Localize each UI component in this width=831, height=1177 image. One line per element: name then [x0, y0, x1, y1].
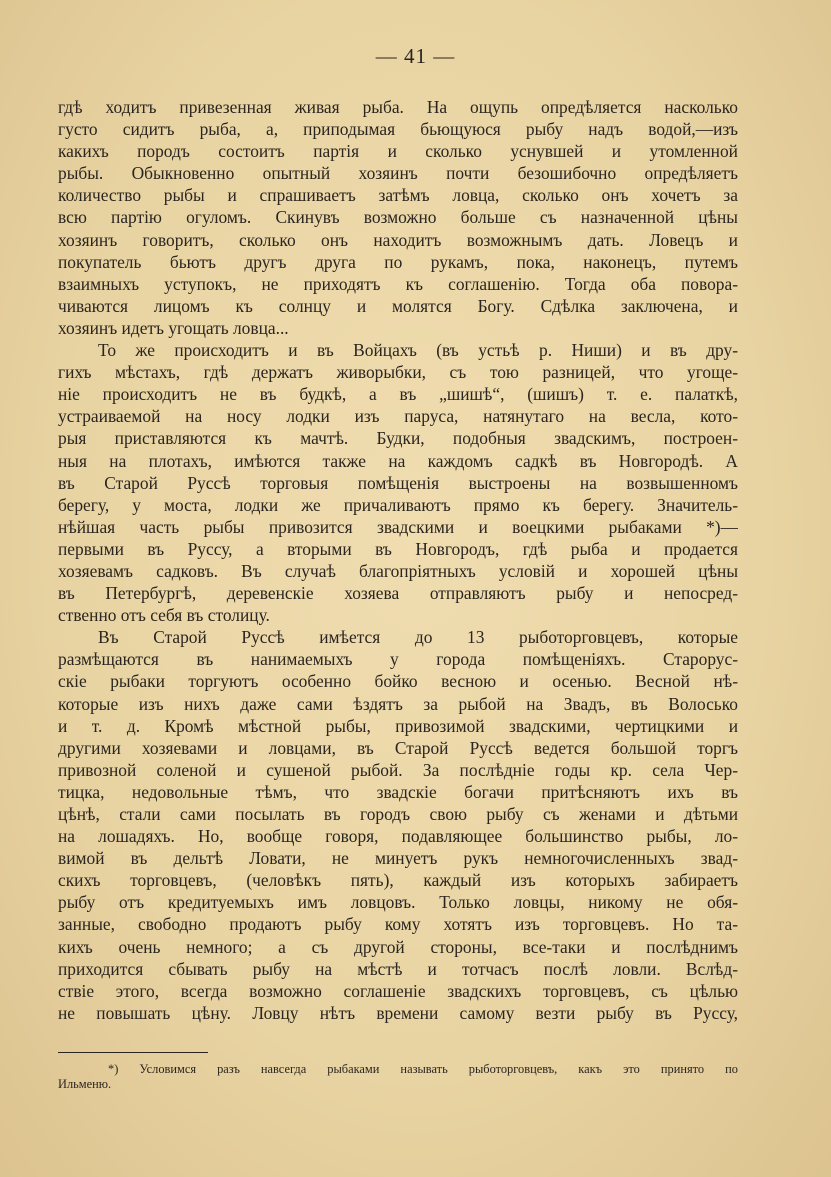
text-line: и т. д. Кромѣ мѣстной рыбы, привозимой звадскими, чертицкими и [58, 715, 738, 736]
text-line: ственно отъ себя въ столицу. [58, 605, 270, 626]
text-line: гдѣ ходитъ привезенная живая рыба. На ощупь опредѣляется насколько [58, 97, 738, 117]
page-number: — 41 — [375, 44, 456, 68]
text-line: не повышать цѣну. Ловцу нѣтъ времени самому везти рыбу въ Руссу, [58, 1002, 738, 1023]
text-line: въ Петербургѣ, деревенскіе хозяева отправляютъ рыбу и непосред- [58, 583, 738, 604]
text-line: чиваются лицомъ къ солнцу и молятся Богу. Сдѣлка заключена, и [58, 295, 738, 316]
text-line: взаимныхъ уступокъ, не приходятъ къ соглашенію. Тогда оба повора- [58, 273, 738, 294]
text-line: скіе рыбаки торгуютъ особенно бойко весною и осенью. Весной нѣ- [58, 671, 738, 692]
text-line: нѣйшая часть рыбы привозится звадскими и воецкими рыбаками *)— [58, 516, 738, 537]
text-line: покупатель бьютъ другъ друга по рукамъ, пока, наконецъ, путемъ [58, 251, 738, 272]
text-line: привозной соленой и сушеной рыбой. За послѣдніе годы кр. села Чер- [58, 759, 738, 780]
body-text [58, 96, 738, 1024]
text-line: ныя на плотахъ, имѣются также на каждомъ садкѣ въ Новгородѣ. А [58, 450, 738, 471]
text-line: берегу, у моста, лодки же причаливаютъ прямо къ берегу. Значитель- [58, 494, 738, 515]
text-line: въ Старой Руссѣ торговыя помѣщенія выстроены на возвышенномъ [58, 472, 738, 493]
text-line: занные, свободно продаютъ рыбу кому хотятъ изъ торговцевъ. Но та- [58, 914, 738, 935]
text-line: ствіе этого, всегда возможно соглашеніе звадскихъ торговцевъ, съ цѣлью [58, 980, 738, 1001]
text-line: ніе происходитъ не въ будкѣ, а въ „шишѣ“, (шишъ) т. е. палаткѣ, [58, 384, 738, 405]
footnote-rule [58, 1052, 208, 1053]
text-line: какихъ породъ состоитъ партія и сколько уснувшей и утомленной [58, 141, 738, 162]
text-line: скихъ торговцевъ, (человѣкъ пять), каждый изъ которыхъ забираетъ [58, 870, 738, 891]
text-line: хозяевамъ садковъ. Въ случаѣ благопріятныхъ условій и хорошей цѣны [58, 560, 738, 581]
footnote [58, 1062, 738, 1092]
text-line: кихъ очень немного; а съ другой стороны, все-таки и послѣднимъ [58, 936, 738, 957]
text-line: на лошадяхъ. Но, вообще говоря, подавляющее большинство рыбы, ло- [58, 826, 738, 847]
text-line: густо сидитъ рыба, а, приподымая бьющуюся рыбу надъ водой,—изъ [58, 119, 738, 140]
text-line: количество рыбы и спрашиваетъ затѣмъ ловца, сколько онъ хочетъ за [58, 185, 738, 206]
text-line: устраиваемой на носу лодки изъ паруса, натянутаго на весла, кото- [58, 406, 738, 427]
text-line: тицка, недовольные тѣмъ, что звадскіе богачи притѣсняютъ ихъ въ [58, 781, 738, 802]
text-line: хозяинъ говоритъ, сколько онъ находитъ возможнымъ дать. Ловецъ и [58, 229, 738, 250]
text-line: всю партію огуломъ. Скинувъ возможно больше съ назначенной цѣны [58, 207, 738, 228]
text-line: приходится сбывать рыбу на мѣстѣ и тотчасъ послѣ ловли. Вслѣд- [58, 958, 738, 979]
text-line: рыбы. Обыкновенно опытный хозяинъ почти безошибочно опредѣляетъ [58, 163, 738, 184]
text-line: Въ Старой Руссѣ имѣется до 13 рыботорговцевъ, которые [98, 627, 738, 648]
footnote-line: Ильменю. [58, 1077, 112, 1091]
text-line: То же происходитъ и въ Войцахъ (въ устьѣ р. Ниши) и въ дру- [98, 340, 738, 361]
text-line: первыми въ Руссу, а вторыми въ Новгородъ, гдѣ рыба и продается [58, 538, 738, 559]
footnote-line: *) Условимся разъ навсегда рыбаками называть рыботорговцевъ, какъ это принято по [108, 1062, 738, 1076]
text-line: рыбу отъ кредитуемыхъ имъ ловцовъ. Только ловцы, никому не обя- [58, 892, 738, 913]
text-line: гихъ мѣстахъ, гдѣ держатъ живорыбки, съ тою разницей, что угоще- [58, 362, 738, 383]
text-line: рыя приставляются къ мачтѣ. Будки, подобныя звадскимъ, построен- [58, 428, 738, 449]
text-line: размѣщаются въ нанимаемыхъ у города помѣщеніяхъ. Старорус- [58, 649, 738, 670]
text-line: другими хозяевами и ловцами, въ Старой Руссѣ ведется большой торгъ [58, 737, 738, 758]
text-line: вимой въ дельтѣ Ловати, не минуетъ рукъ немногочисленныхъ звад- [58, 848, 738, 869]
text-line: которые изъ нихъ даже сами ѣздятъ за рыбой на Звадъ, въ Волосько [58, 693, 738, 714]
text-line: цѣнѣ, стали сами посылать въ городъ свою рыбу съ женами и дѣтьми [58, 804, 738, 824]
text-line: хозяинъ идетъ угощать ловца... [58, 317, 289, 338]
